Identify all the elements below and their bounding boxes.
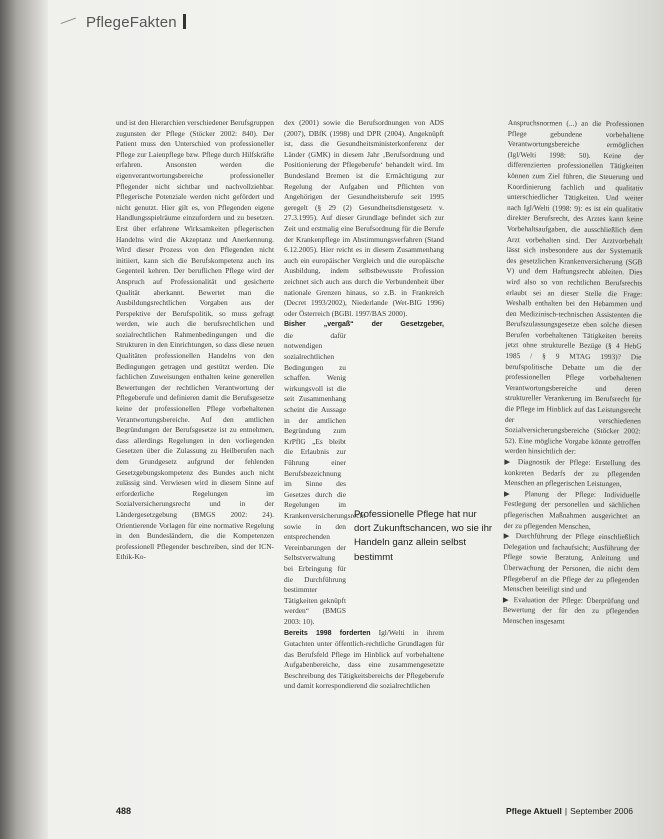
journal-name: Pflege Aktuell — [506, 806, 562, 816]
column-1-text: und ist den Hierarchien verschiedener Berufsgruppen zugunsten der Pflege (Stöcker 2002: 840). Der Patient muss den Unterschied von professioneller Pflege zur Laienpflege bzw. Pflege durch Hilfskräfte erfahren. Ansonsten werden die eigenverantwortungsbereiche professioneller Pflegender nicht sichtbar und nachvollziehbar. Pflegerische Potenziale werden nicht gefördert und nicht genutzt. Hier gilt es, von Pflegenden eigene Handlungsspielräume einzufordern und zu besetzen. Erst über erfahrene Wirksamkeiten pflegerischen Handelns wird die Akzeptanz und Anerkennung. Wird dieser Prozess von den Pflegenden nicht initiiert, kann sich die Berufskompetenz auch ins Gegenteil kehren. Der beruflichen Pflege wird der Anspruch auf Professionalität und gesicherte Qualität aberkannt. Bewertet man die Ausbildungsrechtlichen Vorgaben aus der Perspektive der Berufspolitik, so muss gefragt werden, wie auch die berufsrechtlichen und sozialrechtlichen Rahmenbedingungen und die Strukturen in den Einrichtungen, so dass diese neuen Qualitäten professionellen Handelns von den Bedingungen getragen und gestützt werden. Die fachlichen Zuweisungen enthalten keine generellen Bewertungen der rechtlichen Verantwortung der Pflegeberufe und definieren damit die Berufsgesetze keine der professionellen Pflege vorbehaltenen Verantwortungsbereiche. Auf den amtlichen Begründungen der Berufsgesetze ist zu entnehmen, dass allerdings Regelungen in den vorliegenden Gesetzen über die Zulassung zu Heilberufen nach dem Grundgesetz aufgrund der fehlenden Gesetzgebungskompetenz des Bundes auch nicht zulässig sind. Verwiesen wird in diesem Sinne auf erforderliche Regelungen im Sozialversicherungsrecht und in der Ländergesetzgebung (BMGS 2002: 24). Orientierende Vorlagen für eine normative Regelung in den Bundesländern, die die Kompetenzen professionell Pflegender beschreiben, sind der ICN-Ethik-Ko- — [116, 118, 274, 562]
journal-footer — [506, 806, 633, 816]
bullet-item: ▶ Diagnostik der Pflege: Erstellung des konkreten Bedarfs der zu pflegenden Menschen an pflegerischen Leistungen, — [504, 456, 641, 489]
bullet-item: ▶ Durchführung der Pflege einschließlich Delegation und fachaufsicht; Ausführung der Pflege sowie Beratung, Anleitung und Überwachung der Personen, die nicht dem Pflegeberuf an die Pflege der zu pflegenden Menschen beteiligt sind und — [503, 531, 640, 594]
pull-quote: Professionelle Pflege hat nur dort Zukunftschancen, wo sie ihr Handeln ganz allein selbst bestimmt — [354, 509, 493, 563]
text-column-1 — [116, 118, 274, 563]
column-2-middle-label: Bisher „vergaß“ der Gesetzgeber, — [284, 321, 444, 329]
text-column-2 — [284, 118, 444, 692]
column-3-text: Anspruchsnormen (...) an die Professionen Pflege gebundene vorbehaltene Verantwortungsbereiche ermöglichen (Igl/Welti 1998: 50). Keine der differenzierten professionellen Tätigkeiten können zum Ziel führen, die Steuerung und Koordinierung fachlich und qualitativ unterschiedlicher Tätigkeiten. Und weiter nach Igl/Welti (1998: 9): es ist ein qualitativ direkter Berufsrecht, des Arztes kann keine Vorbehaltsaufgaben, die ausschließlich dem Arzt vorbehalten sind. Der Arztvorbehalt lässt sich insbesondere aus der Systematik des gesetzlichen Krankenversicherung (SGB V) und dem Haftungsrecht ableiten. Dies wird also so von rechtlichen Berufsrechts erlaubt sei an dieser Stelle die Frage: Weshalb enthalten bei den Hebammen und den Medizinisch-technischen Assistenten die Berufszulassungsgesetze eben solche diesen Berufen vorbehaltenen Tätigkeiten bereits jetzt ohne strukturelle Bezüge (§ 4 HebG 1985 / § 9 MTAG 1993)? Die berufspolitische Debatte um die der professionellen Pflege vorbehaltenen Verantwortungsbereiche und deren struktureller Verankerung im Berufsrecht für die Pflege im Hinblick auf das Leistungsrecht der verschiedenen Sozialversicherungsbereiche (Stöcker 2002: 52). Eine mögliche Vorgabe könnte getroffen werden hinsichtlich der: — [504, 118, 644, 457]
column-2-bottom — [284, 628, 444, 693]
header-bar — [183, 14, 186, 29]
column-2-top-text: dex (2001) sowie die Berufsordnungen von ADS (2007), DBfK (1998) und DPR (2004). Angeknüpft ist, dass die Gesundheitsministerkonferenz der Länder (GMK) in diesem Jahr ‚Berufsordnung und Positionierung der Pflegeberufe‘ behandelt wird. Im Bundesland Bremen ist die Ermächtigung zur Regelung der Aufgaben und Pflichten von Angehörigen der Gesundheitsberufe seit 1995 geregelt (§ 29 (2) Gesundheitsdienstgesetz v. 27.3.1995). Auf dieser Grundlage befindet sich zur Zeit und erstmalig eine Berufsordnung für die Berufe der Krankenpflege im Abstimmungsverfahren (Stand 6.12.2005). Hier reicht es in diesem Zusammenhang auch ein europäischer Vergleich und die europäische Ausbildung, indem selbstbewusste Profession zeichnet sich auch aus durch die Verbundenheit über nationale Grenzen hinaus, so z.B. in Frankreich (Decret 1993/2002), Niederlande (Wet-BIG 1996) oder Österreich (BGBl. 1997/BAS 2000). — [284, 118, 444, 318]
bullet-item: ▶ Evaluation der Pflege: Überprüfung und Bewertung der für den zu pflegenden Menschen insgesamt — [502, 594, 640, 626]
text-column-3 — [503, 118, 644, 628]
issue-date: September 2006 — [570, 806, 633, 816]
page-header — [86, 14, 186, 31]
column-2-bottom-text: Igl/Welti in ihrem Gutachten unter öffentlich-rechtliche Grundlagen für das Berufsfeld Pflege im Hinblick auf vorbehaltene Aufgabenbereiche, dass eine zusammengesetzte Beschreibung des Tätigkeitsbereichs der Pflegeberufe und damit korrespondierend die sozialrechtlichen — [284, 627, 444, 691]
column-2-bottom-label: Bereits 1998 forderten — [284, 629, 371, 637]
bullet-item: ▶ Planung der Pflege: Individuelle Festlegung der personellen und sächlichen pflegerischen Maßnahmen ausgerichtet an der zu pflegenden Menschen, — [503, 488, 641, 531]
column-2-middle-text: die dafür notwendigen sozialrechtlichen Bedingungen zu schaffen. Wenig wirkungsvoll ist die seit Zusammenhang scheint die Aussage in der amtlichen Begründung zum KrPflG „Es bleibt die Erlaubnis zur Führung einer Berufsbezeichnung im Sinne des Gesetzes durch die Regelungen im Krankenversicherungsrecht sowie in den entsprechenden Vereinbarungen der Selbstverwaltung bei Erbringung für die Durchführung bestimmter Tätigkeiten geknüpft werden“ (BMGS 2003: 10). — [284, 330, 366, 626]
header-title: PflegeFakten — [86, 14, 177, 31]
binding-shadow — [0, 0, 48, 839]
page-number: 488 — [116, 806, 132, 816]
corner-mark — [61, 18, 80, 34]
footer-separator: | — [564, 806, 568, 816]
column-2-middle — [284, 319, 444, 627]
